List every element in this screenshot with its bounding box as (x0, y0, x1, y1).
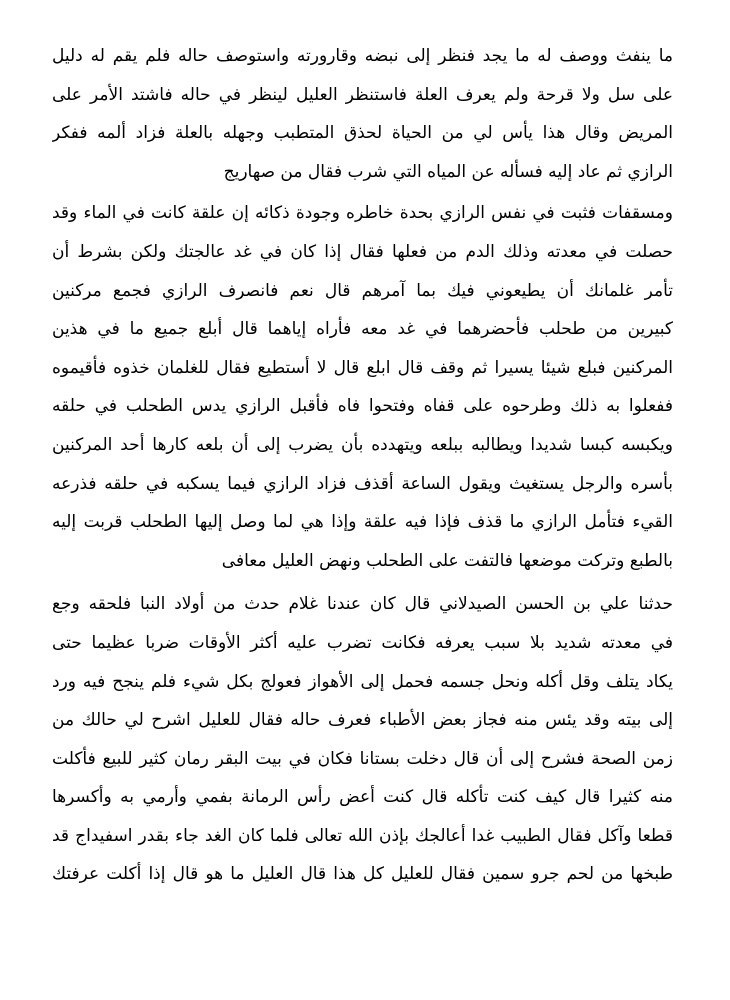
text-line: على سل ولا قرحة ولم يعرف العلة فاستنظر العليل لينظر في حاله فاشتد الأمر على (52, 84, 673, 105)
text-line: زمن الصحة فشرح إلى أن قال دخلت بستانا فكان في بيت البقر رمان كثير للبيع فأكلت (52, 748, 673, 769)
text-line: طبخها من لحم جرو سمين فقال للعليل كل هذا قال العليل ما هو قال إذا أكلت عرفتك (52, 864, 673, 885)
text-line: يكاد يتلف وقل أكله ونحل جسمه فحمل إلى الأهواز فعولج بكل شيء فلم ينجح فيه ورد (52, 671, 673, 692)
text-line: القيء فتأمل الرازي ما قذف فإذا فيه علقة وإذا هي لما وصل إليها الطحلب قربت إليه (52, 512, 673, 533)
text-line: حدثنا علي بن الحسن الصيدلاني قال كان عندنا غلام حدث من أولاد النبا فلحقه وجع (52, 594, 673, 615)
text-line: المركنين فبلع شيئا يسيرا ثم وقف قال ابلع قال لا أستطيع فقال للغلمان خذوه فأقيموه (52, 357, 673, 378)
paragraph-2 (52, 194, 673, 580)
text-line: الرازي ثم عاد إليه فسأله عن المياه التي شرب فقال من صهاريج (223, 161, 673, 182)
text-line: ما ينفث ووصف له ما يجد فنظر إلى نبضه وقارورته واستوصف حاله فلم يقم له دليل (52, 46, 673, 66)
text-line: ومسقفات فثبت في نفس الرازي بحدة خاطره وجودة ذكائه إن علقة كانت في الماء وقد (52, 203, 673, 224)
text-line: منه كثيرا قال كيف كنت تأكله قال كنت أعض رأس الرمانة بفمي وأرمي به وأكسرها (52, 787, 673, 808)
text-line: كبيرين من طحلب فأحضرهما في غد معه فأراه إياهما قال أبلع جميع ما في هذين (52, 319, 673, 340)
text-line: المريض وقال هذا يأس لي من الحياة لحذق المتطبب وجهله بالعلة فزاد ألمه ففكر (52, 123, 673, 144)
text-line: قطعا وآكل فقال الطبيب غدا أعالجك بإذن الله تعالى فلما كان الغد جاء بقدر اسفيداج قد (52, 825, 673, 846)
text-line: حصلت في معدته وذلك الدم من فعلها فقال إذا كان في غد عالجتك ولكن بشرط أن (52, 241, 673, 262)
text-line: بالطبع وتركت موضعها فالتفت على الطحلب ونهض العليل معافى (221, 550, 673, 571)
text-line: تأمر غلمانك أن يطيعوني فيك بما آمرهم قال نعم فانصرف الرازي فجمع مركنين (52, 280, 673, 301)
text-line: ففعلوا به ذلك وطرحوه على قفاه وفتحوا فاه فأقبل الرازي يدس الطحلب في حلقه (52, 396, 673, 417)
text-line: بأسره والرجل يستغيث ويقول الساعة أقذف فزاد الرازي فيما يسكبه في حلقه فذرعه (52, 473, 673, 494)
paragraph-3 (52, 585, 673, 894)
text-line: في معدته شديد بلا سبب يعرفه فكانت تضرب عليه أكثر الأوقات ضربا عظيما حتى (52, 632, 673, 653)
paragraph-1 (52, 37, 673, 191)
text-line: إلى بيته وقد يئس منه فجاز بعض الأطباء فعرف حاله فقال للعليل اشرح لي حالك من (52, 710, 673, 731)
text-line: ويكبسه كبسا شديدا ويطالبه ببلعه ويتهدده بأن يضرب إلى أن بلعه كارها أحد المركنين (52, 434, 673, 455)
